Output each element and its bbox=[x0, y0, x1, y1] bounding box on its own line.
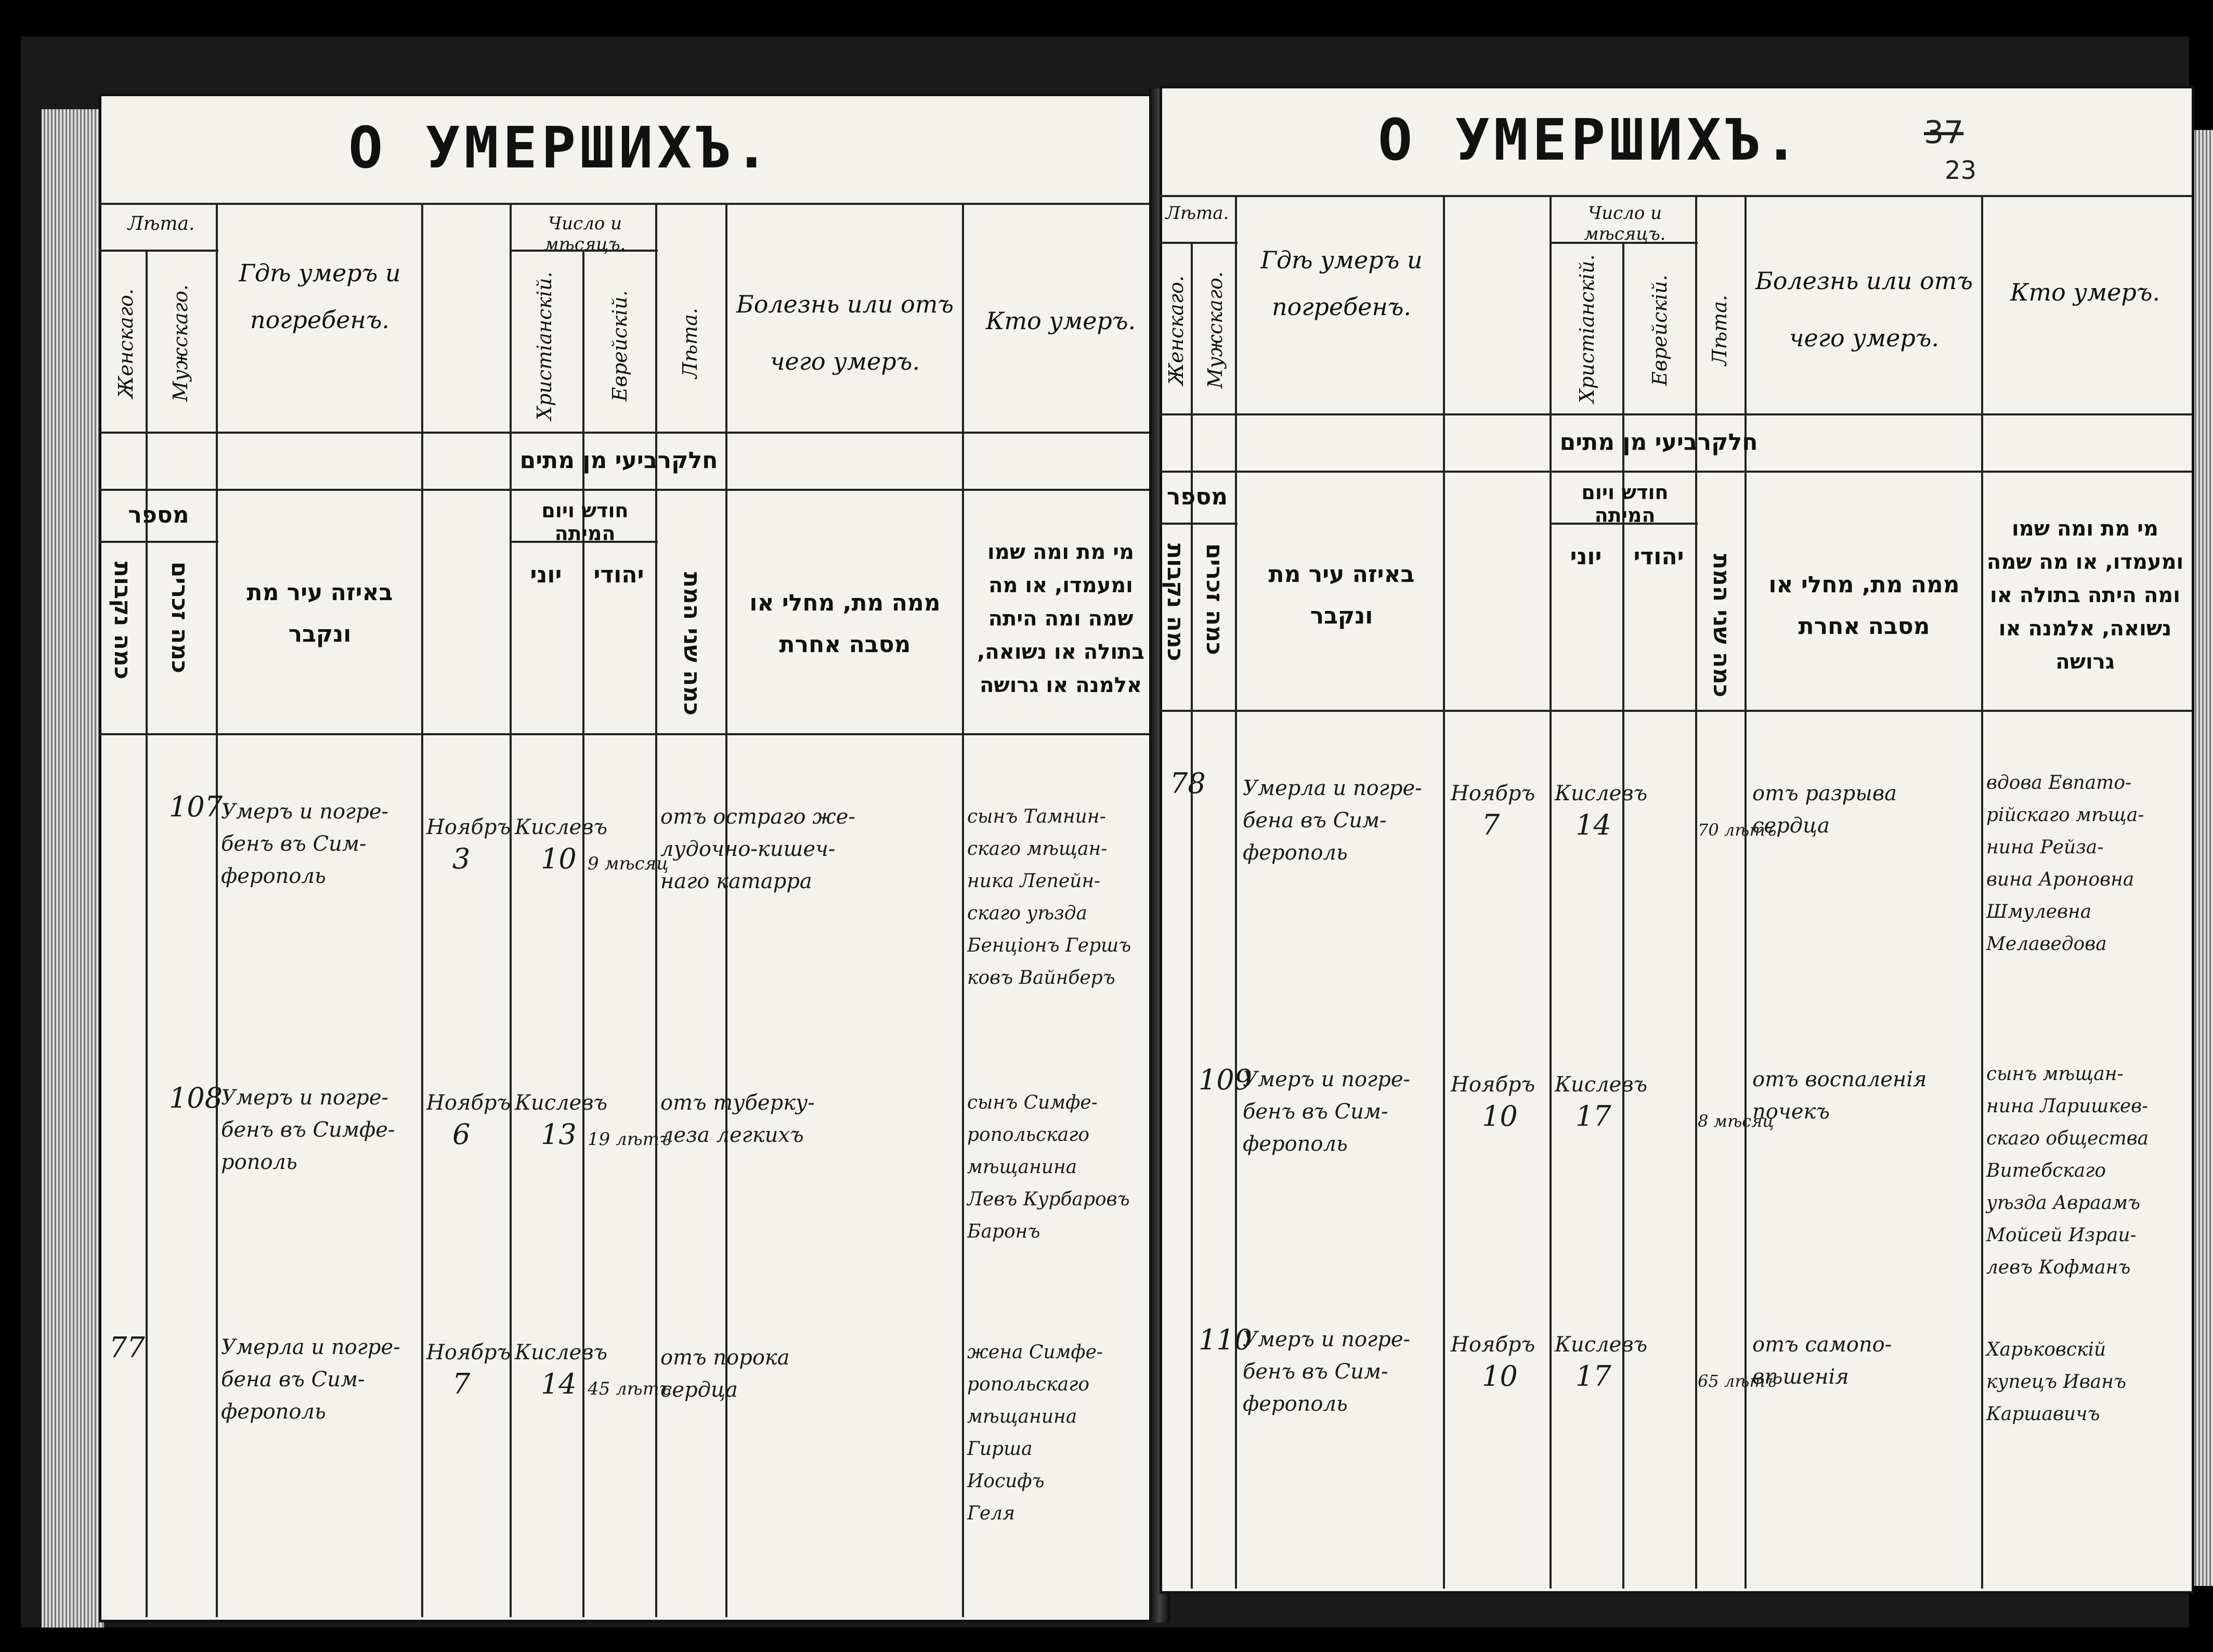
entry-cause: отъ порока сердца bbox=[660, 1346, 790, 1402]
entry-month: Ноябръ bbox=[426, 1341, 511, 1364]
page-stack-left bbox=[42, 109, 104, 1628]
hdr-age: Лѣта. bbox=[1708, 295, 1731, 366]
hdr-he-city: באיזה עיר מת ונקבר bbox=[246, 579, 393, 647]
entry-place: Умеръ и погре- бенъ въ Сим- ферополь bbox=[1243, 1068, 1411, 1156]
hdr-he-jewish: יהודי bbox=[593, 562, 644, 588]
entry-age: 9 мѣсяц bbox=[588, 853, 669, 874]
rule bbox=[99, 733, 1157, 735]
entry-jday: 14 bbox=[541, 1368, 577, 1400]
col-rule bbox=[1981, 195, 1983, 1589]
hdr-he-city: באיזה עיר מת ונקבר bbox=[1268, 561, 1415, 629]
hdr-male: Мужскаго. bbox=[1204, 271, 1227, 389]
entry-jmonth: Кислевъ bbox=[515, 1341, 608, 1364]
hdr-he-date: חודש ויום המיתה bbox=[541, 499, 629, 545]
entry-male-number: 110 bbox=[1199, 1323, 1253, 1356]
entry-who: сынъ мѣщан- нина Ларишкев- скаго общества Витебскаго уѣзда Авраамъ Мойсей Израи- левъ Кофманъ bbox=[1986, 1063, 2149, 1278]
entry-age: 8 мѣсяц bbox=[1698, 1111, 1774, 1131]
hdr-he-who: מי מת ומה שמו ומעמדו, או מה שמה ומה היתה בתולה או נשואה, אלמנה או גרושה bbox=[1986, 517, 2184, 674]
hdr-female: Женскаго. bbox=[114, 288, 137, 398]
entry-day: 7 bbox=[1482, 809, 1500, 841]
entry-jday: 17 bbox=[1576, 1360, 1611, 1393]
hdr-disease: Болезнь или отъ чего умеръ. bbox=[736, 290, 954, 375]
entry-female-number: 78 bbox=[1170, 767, 1206, 800]
entry-month: Ноябръ bbox=[1451, 1073, 1535, 1097]
entry-cause: отъ самопо- вѣшенiя bbox=[1752, 1333, 1892, 1389]
rule bbox=[1160, 195, 2192, 197]
entry-male-number: 107 bbox=[169, 790, 223, 823]
col-rule bbox=[1191, 242, 1193, 1589]
entry-place: Умеръ и погре- бенъ въ Сим- ферополь bbox=[1243, 1328, 1411, 1416]
hdr-disease: Болезнь или отъ чего умеръ. bbox=[1755, 267, 1973, 352]
col-rule bbox=[146, 250, 148, 1617]
hdr-female: Женскаго. bbox=[1165, 275, 1188, 385]
hdr-he-number: מספר bbox=[1166, 484, 1228, 510]
col-rule bbox=[1443, 195, 1445, 1589]
hdr-years: Лѣта. bbox=[127, 213, 195, 235]
hdr-years: Лѣта. bbox=[1165, 203, 1229, 224]
hdr-he-male: כמה זכרים bbox=[166, 562, 193, 673]
col-rule bbox=[1550, 195, 1552, 1589]
hdr-he-cause: ממה מת, מחלי או מסבה אחרת bbox=[749, 590, 941, 658]
entry-jday: 14 bbox=[1576, 809, 1611, 841]
col-rule bbox=[216, 203, 218, 1617]
hdr-he-date: חודש ויום המיתה bbox=[1581, 481, 1669, 527]
page-number: 37 bbox=[1924, 114, 1964, 151]
entry-jmonth: Кислевъ bbox=[1555, 1073, 1648, 1097]
entry-place: Умерла и погре- бена въ Сим- ферополь bbox=[221, 1335, 400, 1424]
entry-jmonth: Кислевъ bbox=[515, 815, 608, 839]
entry-who: сынъ Тамнин- скаго мѣщан- ника Лепейн- скаго уѣзда Бенцiонъ Гершъ ковъ Вайнберъ bbox=[967, 806, 1131, 988]
rule bbox=[99, 203, 1157, 205]
entry-jmonth: Кислевъ bbox=[1555, 1333, 1648, 1357]
hdr-christian: Христiанскiй. bbox=[1576, 254, 1598, 403]
hdr-he-number: מספר bbox=[128, 502, 189, 528]
entry-jday: 13 bbox=[541, 1118, 577, 1151]
col-rule bbox=[510, 203, 512, 1617]
hdr-jewish: Еврейскiй. bbox=[1648, 275, 1671, 386]
hdr-date: Число и мѣсяцъ. bbox=[544, 213, 626, 255]
entry-age: 19 лѣтъ bbox=[588, 1129, 671, 1150]
entry-jday: 10 bbox=[541, 842, 577, 875]
entry-male-number: 109 bbox=[1199, 1063, 1253, 1096]
entry-male-number: 108 bbox=[169, 1082, 223, 1114]
rule bbox=[1160, 471, 2192, 473]
col-rule bbox=[1235, 195, 1237, 1589]
hdr-who: Кто умеръ. bbox=[2010, 278, 2160, 306]
hdr-he-years: כמה שני המת bbox=[679, 572, 705, 716]
entry-day: 3 bbox=[452, 842, 471, 875]
entry-age: 65 лѣтъ bbox=[1698, 1371, 1777, 1391]
entry-cause: отъ воспаленiя почекъ bbox=[1752, 1068, 1927, 1124]
hdr-he-female: כמה נקבות bbox=[109, 562, 136, 680]
open-register-book bbox=[21, 36, 2189, 1628]
hdr-date: Число и мѣсяцъ. bbox=[1584, 203, 1666, 244]
hdr-he-who: מי מת ומה שמו ומעמדו, או מה שמה ומה היתה בתולה או נשואה, אלמנה או גרושה bbox=[977, 540, 1144, 697]
entry-month: Ноябръ bbox=[426, 815, 511, 839]
right-title: О УМЕРШИХЪ. bbox=[1378, 107, 1803, 173]
col-rule bbox=[655, 203, 657, 1617]
entry-month: Ноябръ bbox=[1451, 782, 1535, 805]
entry-who: жена Симфе- ропольскаго мѣщанина Гирша Иосифъ Геля bbox=[967, 1342, 1103, 1524]
hdr-he-male: כמה זכרים bbox=[1201, 543, 1228, 655]
rule bbox=[99, 250, 218, 252]
hdr-he-cause: ממה מת, מחלי או מסבה אחרת bbox=[1768, 571, 1960, 640]
page-number-alt: 23 bbox=[1945, 156, 1977, 185]
hdr-he-band: חלקרביעי מן מתים bbox=[1559, 429, 1758, 456]
entry-age: 70 лѣтъ bbox=[1698, 820, 1777, 840]
rule bbox=[1160, 413, 2192, 415]
entry-cause: отъ туберку- леза легкихъ bbox=[660, 1091, 815, 1147]
entry-who: вдова Евпато- рiйскаго мѣща- нина Рейза- вина Ароновна Шмулевна Мелаведова bbox=[1986, 772, 2144, 955]
entry-jday: 17 bbox=[1576, 1100, 1611, 1133]
hdr-where: Гдѣ умеръ и погребенъ. bbox=[239, 259, 401, 334]
entry-who: Харьковскiй купецъ Иванъ Каршавичъ bbox=[1986, 1339, 2126, 1425]
entry-place: Умеръ и погре- бенъ въ Симфе- рополь bbox=[221, 1086, 395, 1174]
entry-month: Ноябръ bbox=[1451, 1333, 1535, 1357]
entry-who: сынъ Симфе- ропольскаго мѣщанина Левъ Курбаровъ Баронъ bbox=[967, 1092, 1130, 1242]
rule bbox=[99, 489, 1157, 491]
hdr-christian: Христiанскiй. bbox=[533, 271, 556, 420]
rule bbox=[1160, 523, 1238, 525]
rule bbox=[1160, 242, 1238, 244]
entry-month: Ноябръ bbox=[426, 1091, 511, 1115]
entry-day: 7 bbox=[452, 1368, 471, 1400]
entry-place: Умеръ и погре- бенъ въ Сим- ферополь bbox=[221, 800, 389, 888]
hdr-he-gentile: יוני bbox=[530, 562, 562, 588]
hdr-he-jewish: יהודי bbox=[1633, 543, 1684, 570]
hdr-jewish: Еврейскiй. bbox=[608, 290, 631, 401]
entry-age: 45 лѣтъ bbox=[588, 1378, 671, 1399]
hdr-he-gentile: יוני bbox=[1570, 543, 1602, 570]
entry-female-number: 77 bbox=[109, 1331, 145, 1364]
hdr-age: Лѣта. bbox=[679, 308, 701, 379]
entry-day: 10 bbox=[1482, 1360, 1518, 1393]
rule bbox=[99, 432, 1157, 434]
hdr-he-years: כמה שני המת bbox=[1708, 554, 1735, 698]
col-rule bbox=[1695, 195, 1697, 1589]
hdr-male: Мужскаго. bbox=[169, 284, 192, 402]
entry-jmonth: Кислевъ bbox=[515, 1091, 608, 1115]
entry-day: 6 bbox=[452, 1118, 471, 1151]
hdr-where: Гдѣ умеръ и погребенъ. bbox=[1260, 246, 1423, 321]
col-rule bbox=[962, 203, 964, 1617]
rule bbox=[1160, 710, 2192, 712]
right-page bbox=[1160, 86, 2194, 1594]
entry-cause: отъ разрыва сердца bbox=[1752, 782, 1897, 838]
entry-day: 10 bbox=[1482, 1100, 1518, 1133]
rule bbox=[99, 541, 218, 543]
left-page bbox=[99, 94, 1160, 1622]
left-title: О УМЕРШИХЪ. bbox=[348, 114, 773, 181]
entry-place: Умерла и погре- бена въ Сим- ферополь bbox=[1243, 776, 1422, 865]
hdr-he-female: כמה נקבות bbox=[1162, 543, 1189, 661]
entry-jmonth: Кислевъ bbox=[1555, 782, 1648, 805]
entry-cause: отъ острaго же- лудочно-кишеч- наго катарра bbox=[660, 805, 855, 893]
hdr-who: Кто умеръ. bbox=[985, 307, 1136, 335]
hdr-he-band: חלקרביעי מן מתים bbox=[519, 447, 718, 474]
col-rule bbox=[421, 203, 423, 1617]
